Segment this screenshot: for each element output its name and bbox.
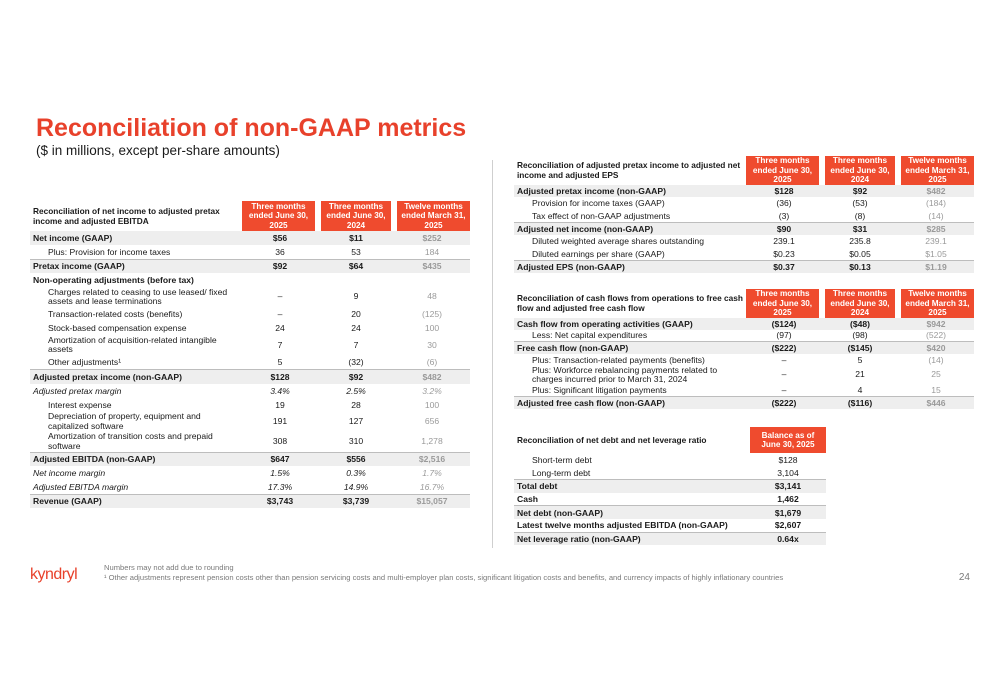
cell-value: – — [781, 369, 787, 380]
table-title: Reconciliation of adjusted pretax income to adjusted net income and adjusted EPS — [517, 160, 741, 181]
cell-value: 17.3% — [267, 481, 293, 492]
cell-value: ($222) — [746, 342, 822, 354]
column-header: Balance as of June 30, 2025 — [750, 427, 826, 453]
table-row — [30, 412, 470, 432]
row-label: Net income (GAAP) — [30, 231, 242, 245]
cell-value: $446 — [898, 397, 974, 409]
row-label: Plus: Workforce rebalancing payments related to charges incurred prior to March 31, 2024 — [532, 364, 718, 384]
cell-value: (8) — [854, 210, 866, 221]
table-body — [514, 318, 974, 409]
cell-value: (184) — [925, 198, 947, 209]
cell-value: (32) — [348, 357, 364, 368]
cell-value: (3) — [778, 210, 790, 221]
row-label: Plus: Provision for income taxes — [48, 246, 171, 257]
cell-value: 0.3% — [346, 468, 366, 479]
cell-value: 3.4% — [270, 385, 290, 396]
row-label: Provision for income taxes (GAAP) — [532, 198, 665, 209]
cell-value: 15 — [931, 385, 941, 396]
cell-value: $64 — [318, 259, 394, 273]
page-title: Reconciliation of non-GAAP metrics — [36, 114, 467, 142]
cell-value: (6) — [426, 357, 438, 368]
row-label: Charges related to ceasing to use leased/ fixed assets and lease terminations — [48, 286, 228, 307]
row-label: Interest expense — [48, 399, 112, 410]
table-row — [514, 247, 974, 260]
table-row — [30, 287, 470, 307]
row-label: Revenue (GAAP) — [30, 494, 242, 508]
cell-value: 16.7% — [419, 481, 445, 492]
row-label: Other adjustments¹ — [48, 357, 122, 368]
table-row — [30, 321, 470, 335]
table-row — [30, 231, 470, 245]
row-label: Net debt (non-GAAP) — [514, 506, 750, 519]
row-label: Free cash flow (non-GAAP) — [514, 342, 746, 354]
cell-value: 7 — [277, 339, 283, 350]
table-body — [30, 231, 470, 508]
cell-value: $128 — [778, 454, 798, 465]
table-row — [30, 245, 470, 259]
table-row — [514, 260, 974, 273]
row-label: Depreciation of property, equipment and capitalized software — [48, 411, 201, 431]
table-row — [30, 466, 470, 480]
row-label: Net income margin — [33, 468, 106, 479]
table-row — [30, 273, 470, 287]
table-row — [30, 259, 470, 273]
table-row — [514, 366, 974, 385]
cell-value: 3,104 — [777, 467, 799, 478]
page-subtitle: ($ in millions, except per-share amounts) — [36, 143, 280, 158]
free-cash-flow-reconciliation-table — [514, 289, 974, 409]
table-row — [30, 307, 470, 321]
column-header: Three months ended June 30, 2024 — [822, 289, 898, 318]
cell-value: 4 — [857, 385, 863, 396]
cell-value: 191 — [272, 415, 288, 426]
row-label: Tax effect of non-GAAP adjustments — [532, 210, 671, 221]
cell-value: 24 — [275, 323, 285, 334]
cell-value: $3,141 — [750, 479, 826, 492]
row-label: Transaction-related costs (benefits) — [48, 309, 183, 320]
table-row — [514, 330, 974, 342]
table-row — [514, 185, 974, 198]
column-header: Three months ended June 30, 2024 — [318, 201, 394, 231]
cell-value — [318, 273, 394, 287]
table-row — [514, 493, 826, 506]
row-label: Amortization of transition costs and prepaid software — [48, 431, 213, 451]
cell-value: 1.5% — [270, 468, 290, 479]
table-row — [514, 519, 826, 532]
cell-value: $482 — [394, 370, 470, 384]
cell-value: 1,278 — [421, 436, 443, 447]
cell-value: ($48) — [822, 318, 898, 330]
adjusted-eps-reconciliation-table — [514, 156, 974, 273]
row-label: Pretax income (GAAP) — [30, 259, 242, 273]
cell-value: $0.37 — [746, 260, 822, 273]
cell-value: (14) — [928, 354, 944, 365]
cell-value: $92 — [318, 370, 394, 384]
cell-value: 239.1 — [773, 236, 795, 247]
table-row — [30, 494, 470, 508]
row-label: Amortization of acquisition-related intangible assets — [48, 334, 217, 355]
table-title: Reconciliation of net income to adjusted pretax income and adjusted EBITDA — [33, 206, 220, 226]
column-divider — [492, 160, 493, 548]
row-label: Cash — [517, 493, 539, 504]
cell-value: – — [781, 385, 787, 396]
cell-value: $2,607 — [774, 520, 802, 531]
table-row — [514, 318, 974, 330]
table-row — [30, 335, 470, 355]
cell-value: (125) — [421, 309, 443, 320]
row-label: Short-term debt — [532, 454, 592, 465]
cell-value: (14) — [928, 210, 944, 221]
column-header: Three months ended June 30, 2025 — [746, 156, 822, 185]
cell-value: (522) — [925, 330, 947, 341]
footnote-rounding: Numbers may not add due to rounding — [104, 563, 234, 572]
table-row — [30, 480, 470, 494]
table-row — [30, 370, 470, 384]
row-label: Net leverage ratio (non-GAAP) — [514, 532, 750, 545]
cell-value: ($145) — [822, 342, 898, 354]
row-label: Adjusted EBITDA (non-GAAP) — [30, 452, 242, 466]
row-label: Adjusted EBITDA margin — [33, 481, 129, 492]
cell-value: 24 — [351, 323, 361, 334]
cell-value: $1,679 — [750, 506, 826, 519]
cell-value: ($124) — [746, 318, 822, 330]
cell-value: $285 — [898, 222, 974, 235]
row-label: Stock-based compensation expense — [48, 323, 187, 334]
row-label: Long-term debt — [532, 467, 591, 478]
column-header: Twelve months ended March 31, 2025 — [394, 201, 470, 231]
cell-value: 184 — [424, 246, 440, 257]
column-header: Three months ended June 30, 2024 — [822, 156, 898, 185]
net-debt-reconciliation-table — [514, 427, 826, 545]
table-row — [30, 452, 470, 466]
cell-value: – — [277, 309, 283, 320]
cell-value: ($116) — [822, 397, 898, 409]
row-label: Adjusted pretax income (non-GAAP) — [514, 185, 746, 198]
row-label: Diluted earnings per share (GAAP) — [532, 248, 665, 259]
table-row — [30, 398, 470, 412]
row-label: Diluted weighted average shares outstanding — [532, 236, 704, 247]
table-title: Reconciliation of cash flows from operations to free cash flow and adjusted free cash flow — [517, 293, 743, 314]
table-body — [514, 185, 974, 273]
cell-value: $0.05 — [849, 248, 871, 259]
table-row — [514, 532, 826, 545]
row-label: Less: Net capital expenditures — [532, 330, 648, 341]
row-label: Non-operating adjustments (before tax) — [33, 275, 194, 285]
cell-value: 53 — [351, 246, 361, 257]
row-label: Adjusted free cash flow (non-GAAP) — [514, 397, 746, 409]
cell-value: $0.23 — [773, 248, 795, 259]
cell-value: 5 — [277, 357, 283, 368]
cell-value: 20 — [351, 309, 361, 320]
cell-value: ($222) — [746, 397, 822, 409]
table-row — [30, 384, 470, 398]
cell-value: $1.05 — [925, 248, 947, 259]
table-row — [514, 506, 826, 519]
cell-value: (98) — [852, 330, 868, 341]
table-row — [514, 385, 974, 397]
kyndryl-logo: kyndryl — [30, 566, 78, 583]
cell-value: $90 — [746, 222, 822, 235]
cell-value: 1.7% — [422, 468, 442, 479]
table-row — [514, 235, 974, 248]
row-label: Total debt — [514, 479, 750, 492]
cell-value: 310 — [348, 436, 364, 447]
table-row — [30, 356, 470, 370]
cell-value: 3.2% — [422, 385, 442, 396]
row-label: Plus: Transaction-related payments (benefits) — [532, 354, 705, 365]
cell-value: – — [277, 291, 283, 302]
cell-value: $128 — [746, 185, 822, 198]
row-label: Adjusted pretax margin — [33, 385, 122, 396]
row-label: Adjusted pretax income (non-GAAP) — [30, 370, 242, 384]
table-row — [514, 479, 826, 492]
cell-value: $942 — [898, 318, 974, 330]
table-row — [514, 397, 974, 409]
cell-value: $435 — [394, 259, 470, 273]
table-row — [514, 222, 974, 235]
cell-value: $128 — [242, 370, 318, 384]
table-row — [514, 466, 826, 479]
table-row — [514, 342, 974, 354]
row-label: Plus: Significant litigation payments — [532, 385, 667, 396]
column-header: Three months ended June 30, 2025 — [242, 201, 318, 231]
cell-value: $31 — [822, 222, 898, 235]
cell-value: 19 — [275, 399, 285, 410]
table-title: Reconciliation of net debt and net leverage ratio — [517, 435, 707, 445]
cell-value: 48 — [427, 291, 437, 302]
cell-value: $3,743 — [242, 494, 318, 508]
cell-value: $56 — [242, 231, 318, 245]
cell-value: $420 — [898, 342, 974, 354]
cell-value: $92 — [822, 185, 898, 198]
table-row — [514, 453, 826, 466]
column-header: Three months ended June 30, 2025 — [746, 289, 822, 318]
row-label: Latest twelve months adjusted EBITDA (non-GAAP) — [517, 520, 728, 531]
cell-value: 100 — [424, 399, 440, 410]
cell-value: $3,739 — [318, 494, 394, 508]
cell-value: 235.8 — [849, 236, 871, 247]
cell-value: $252 — [394, 231, 470, 245]
column-header: Twelve months ended March 31, 2025 — [898, 289, 974, 318]
cell-value: 0.64x — [750, 532, 826, 545]
table-row — [514, 197, 974, 210]
cell-value: $647 — [242, 452, 318, 466]
cell-value: 100 — [424, 323, 440, 334]
cell-value: (36) — [776, 198, 792, 209]
cell-value: 1,462 — [777, 493, 799, 504]
row-label: Adjusted net income (non-GAAP) — [514, 222, 746, 235]
cell-value: 28 — [351, 399, 361, 410]
footnote-other-adjustments: ¹ Other adjustments represent pension costs other than pension servicing costs and multi-employer plan costs, significant litigation costs and benefits, and currency impacts of highly inflationary countries — [104, 572, 784, 582]
cell-value: $556 — [318, 452, 394, 466]
cell-value: – — [781, 354, 787, 365]
cell-value: 308 — [272, 436, 288, 447]
cell-value: 127 — [348, 415, 364, 426]
cell-value: 2.5% — [346, 385, 366, 396]
cell-value: 14.9% — [343, 481, 369, 492]
table-row — [30, 432, 470, 452]
cell-value: 30 — [427, 339, 437, 350]
cell-value: $0.13 — [822, 260, 898, 273]
cell-value: 9 — [353, 291, 359, 302]
cell-value — [394, 273, 470, 287]
cell-value — [242, 273, 318, 287]
cell-value: 239.1 — [925, 236, 947, 247]
cell-value: $2,516 — [394, 452, 470, 466]
table-row — [514, 354, 974, 366]
footnotes — [104, 563, 783, 582]
row-label: Cash flow from operating activities (GAAP) — [514, 318, 746, 330]
cell-value: (97) — [776, 330, 792, 341]
page-number: 24 — [958, 572, 970, 583]
cell-value: 36 — [275, 246, 285, 257]
cell-value: (53) — [852, 198, 868, 209]
net-income-reconciliation-table — [30, 201, 470, 508]
cell-value: $11 — [318, 231, 394, 245]
table-body — [514, 453, 826, 545]
cell-value: 656 — [424, 415, 440, 426]
table-row — [514, 210, 974, 223]
column-header: Twelve months ended March 31, 2025 — [898, 156, 974, 185]
cell-value: $482 — [898, 185, 974, 198]
cell-value: 5 — [857, 354, 863, 365]
cell-value: 25 — [931, 369, 941, 380]
cell-value: $15,057 — [394, 494, 470, 508]
cell-value: 21 — [855, 369, 865, 380]
cell-value: $1.19 — [898, 260, 974, 273]
row-label: Adjusted EPS (non-GAAP) — [514, 260, 746, 273]
cell-value: 7 — [353, 339, 359, 350]
cell-value: $92 — [242, 259, 318, 273]
